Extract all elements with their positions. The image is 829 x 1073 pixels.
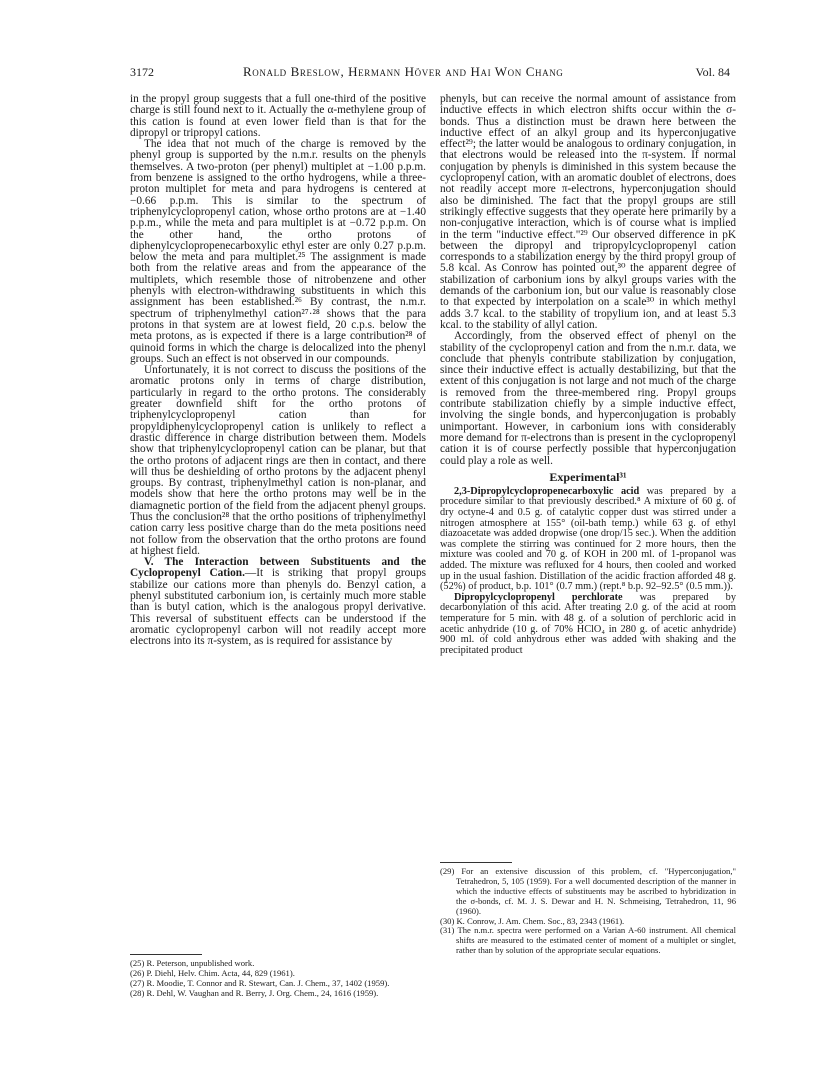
page-number: 3172 bbox=[130, 65, 154, 79]
paragraph-text: was prepared by a procedure similar to that previously described.⁸ A mixture of 60 g. of dry octyne-4 and 0.5 g. of catalytic copper dust was stirred under a nitrogen atmosphere at 155° (oil-bath temp.) while 63 g. of ethyl diazoacetate was added dropwise (one drop/15 sec.). When the addition was complete the stirring was continued for 2 more hours, then the mixture was cooled and 70 g. of KOH in 200 ml. of 1-propanol was added. The mixture was refluxed for 4 hours, then cooled and worked up in the usual fashion. Distillation of the acidic fraction afforded 48 g. (52%) of product, b.p. 101° (0.7 mm.) (rept.⁸ b.p. 92–92.5° (0.5 mm.)). bbox=[440, 485, 736, 593]
experimental-heading: Experimental³¹ bbox=[549, 469, 627, 484]
footnote: (29) For an extensive discussion of this problem, cf. "Hyperconjugation," Tetrahedron, 5, 105 (1959). For a well documented description of the manner in which the inductive effects of substituents may be ascribed to hybridization in the σ-bonds, cf. M. J. S. Dewar and H. N. Schmeising, Tetrahedron, 11, 96 (1960). bbox=[440, 866, 736, 916]
paragraph: Accordingly, from the observed effect of phenyl on the stability of the cyclopropenyl cation and from the n.m.r. data, we conclude that phenyls contribute stabilization by conjugation, since their inductive effect is actually destabilizing, but that the extent of this conjugation is not large and not much of the charge is removed from the three-membered ring. Propyl groups contribute stabilization chiefly by a simple inductive effect, involving the single bonds, and hyperconjugation is probably unimportant. However, in carbonium ions with considerably more demand for π-electrons than is present in the cyclopropenyl cation it is of course perfectly possible that hyperconjugation could play a role as well. bbox=[440, 330, 736, 467]
footnote: (27) R. Moodie, T. Connor and R. Stewart, Can. J. Chem., 37, 1402 (1959). bbox=[130, 977, 390, 988]
footnote: (30) K. Conrow, J. Am. Chem. Soc., 83, 2343 (1961). bbox=[440, 915, 625, 926]
running-header bbox=[130, 64, 730, 80]
experimental-paragraph bbox=[440, 593, 736, 657]
section-paragraph bbox=[130, 557, 426, 647]
right-column bbox=[440, 94, 736, 656]
paragraph: The idea that not much of the charge is removed by the phenyl group is supported by the n.m.r. results on the phenyls themselves. A two-proton (per phenyl) multiplet at −1.00 p.p.m. from benzene is assigned to the ortho hydrogens, while a three-proton multiplet for meta and para hydrogens is centered at −0.66 p.p.m. This is similar to the spectrum of triphenylcyclopropenyl cation, whose ortho protons are at −1.40 p.p.m., while the meta and para multiplet is at −0.72 p.p.m. On the other hand, the ortho protons of diphenylcyclopropenecarboxylic ethyl ester are only 0.27 p.p.m. below the meta and para multiplet.²⁵ The assignment is made both from the relative areas and from the appearance of the multiplets, which resemble those of nitrobenzene and other phenyls with electron-withdrawing substituents in which this assignment has been established.²⁶ By contrast, the n.m.r. spectrum of triphenylmethyl cation²⁷·²⁸ shows that the para protons in that system are at lowest field, 20 c.p.s. below the meta protons, as is expected if there is a large contribution²⁸ of quinoid forms in which the charge is delocalized into the phenyl groups. Such an effect is not observed in our compounds. bbox=[130, 138, 426, 365]
footnote-rule bbox=[440, 862, 512, 863]
left-column bbox=[130, 94, 426, 648]
footnote: (26) P. Diehl, Helv. Chim. Acta, 44, 829 (1961). bbox=[130, 967, 295, 978]
paragraph: Unfortunately, it is not correct to discuss the positions of the aromatic protons only in terms of charge distribution, particularly in regard to the ortho protons. The considerably greater downfield shift for the ortho protons of triphenylcyclopropenyl cation than for propyldiphenylcyclopropenyl cation is unlikely to reflect a drastic difference in charge distribution between them. Models show that triphenylcyclopropenyl cation can be planar, but that the ortho protons of adjacent rings are then in contact, and there will thus be deshielding of ortho protons by the adjacent phenyl groups. By contrast, triphenylmethyl cation is non-planar, and models show that here the ortho protons may well be in the diamagnetic portion of the field from the adjacent phenyl groups. Thus the conclusion²⁸ that the ortho positions of triphenylmethyl cation carry less positive charge than do the meta positions need not follow from the observation that the ortho protons are found at highest field. bbox=[130, 364, 426, 557]
compound-name: Dipropylcyclopropenyl perchlorate bbox=[454, 591, 623, 603]
paragraph-text: —It is striking that propyl groups stabilize our cations more than phenyls do. Benzyl cation, a phenyl substituted carbonium ion, is certainly much more stable than is butyl cation, which is the analogous propyl derivative. This reversal of substituent effects can be understood if the aromatic cyclopropenyl carbon will not readily accept more electrons into its π-system, as is required for assistance by bbox=[130, 567, 426, 648]
footnote: (28) R. Dehl, W. Vaughan and R. Berry, J. Org. Chem., 24, 1616 (1959). bbox=[130, 987, 379, 998]
experimental-paragraph bbox=[440, 487, 736, 593]
footnote-rule bbox=[130, 954, 202, 955]
footnote: (25) R. Peterson, unpublished work. bbox=[130, 958, 255, 968]
volume-label: Vol. 84 bbox=[695, 65, 730, 79]
footnotes-left bbox=[130, 959, 426, 999]
paragraph: in the propyl group suggests that a full one-third of the positive charge is still found next to it. Actually the α-methylene group of this cation is found at even lower field than is that for the dipropyl or tripropyl cations. bbox=[130, 93, 426, 139]
paragraph: phenyls, but can receive the normal amount of assistance from inductive effects in which electron shifts occur within the σ-bonds. Thus a distinction must be drawn here between the inductive effect of an alkyl group and its hyperconjugative effect²⁹; the latter would be analogous to ordinary conjugation, in that electrons would be released into the π-system. If normal conjugation by phenyls is diminished in this system because the cyclopropenyl cation, with an aromatic doublet of electrons, does not readily accept more π-electrons, hyperconjugation should also be diminished. The fact that the propyl groups are still strikingly effective suggests that they operate here primarily by a non-conjugative interaction, which is of course what is implied in the term "inductive effect."²⁹ Our observed difference in pK between the dipropyl and tripropylcyclopropenyl cation corresponds to a stabilization energy by the third propyl group of 5.8 kcal. As Conrow has pointed out,³⁰ the apparent degree of stabilization of carbonium ions by alkyl groups varies with the demands of the carbonium ion, but our value is reasonably close to that expected by interpolation on a scale³⁰ in which methyl adds 3.7 kcal. to the stability of tropylium ion, and at least 5.3 kcal. to the stability of allyl cation. bbox=[440, 93, 736, 331]
footnotes-right bbox=[440, 867, 736, 956]
footnote: (31) The n.m.r. spectra were performed on a Varian A-60 instrument. All chemical shifts are measured to the estimated center of moment of a multiplet or singlet, rather than by solution of the appropriate secular equations. bbox=[440, 925, 736, 956]
paragraph-text: was prepared by decarbonylation of this acid. After treating 2.0 g. of the acid at room temperature for 5 min. with 48 g. of a solution of perchloric acid in acetic anhydride (10 g. of 70% HClO₄ in 280 g. of acetic anhydride) 900 ml. of cold anhydrous ether was added with shaking and the precipitated product bbox=[440, 591, 736, 656]
running-head-authors: Ronald Breslow, Hermann Höver and Hai Won Chang bbox=[243, 64, 564, 79]
compound-name: 2,3-Dipropylcyclopropenecarboxylic acid bbox=[454, 485, 640, 497]
section-heading: V. The Interaction between Substituents and the Cyclopropenyl Cation. bbox=[130, 556, 426, 580]
